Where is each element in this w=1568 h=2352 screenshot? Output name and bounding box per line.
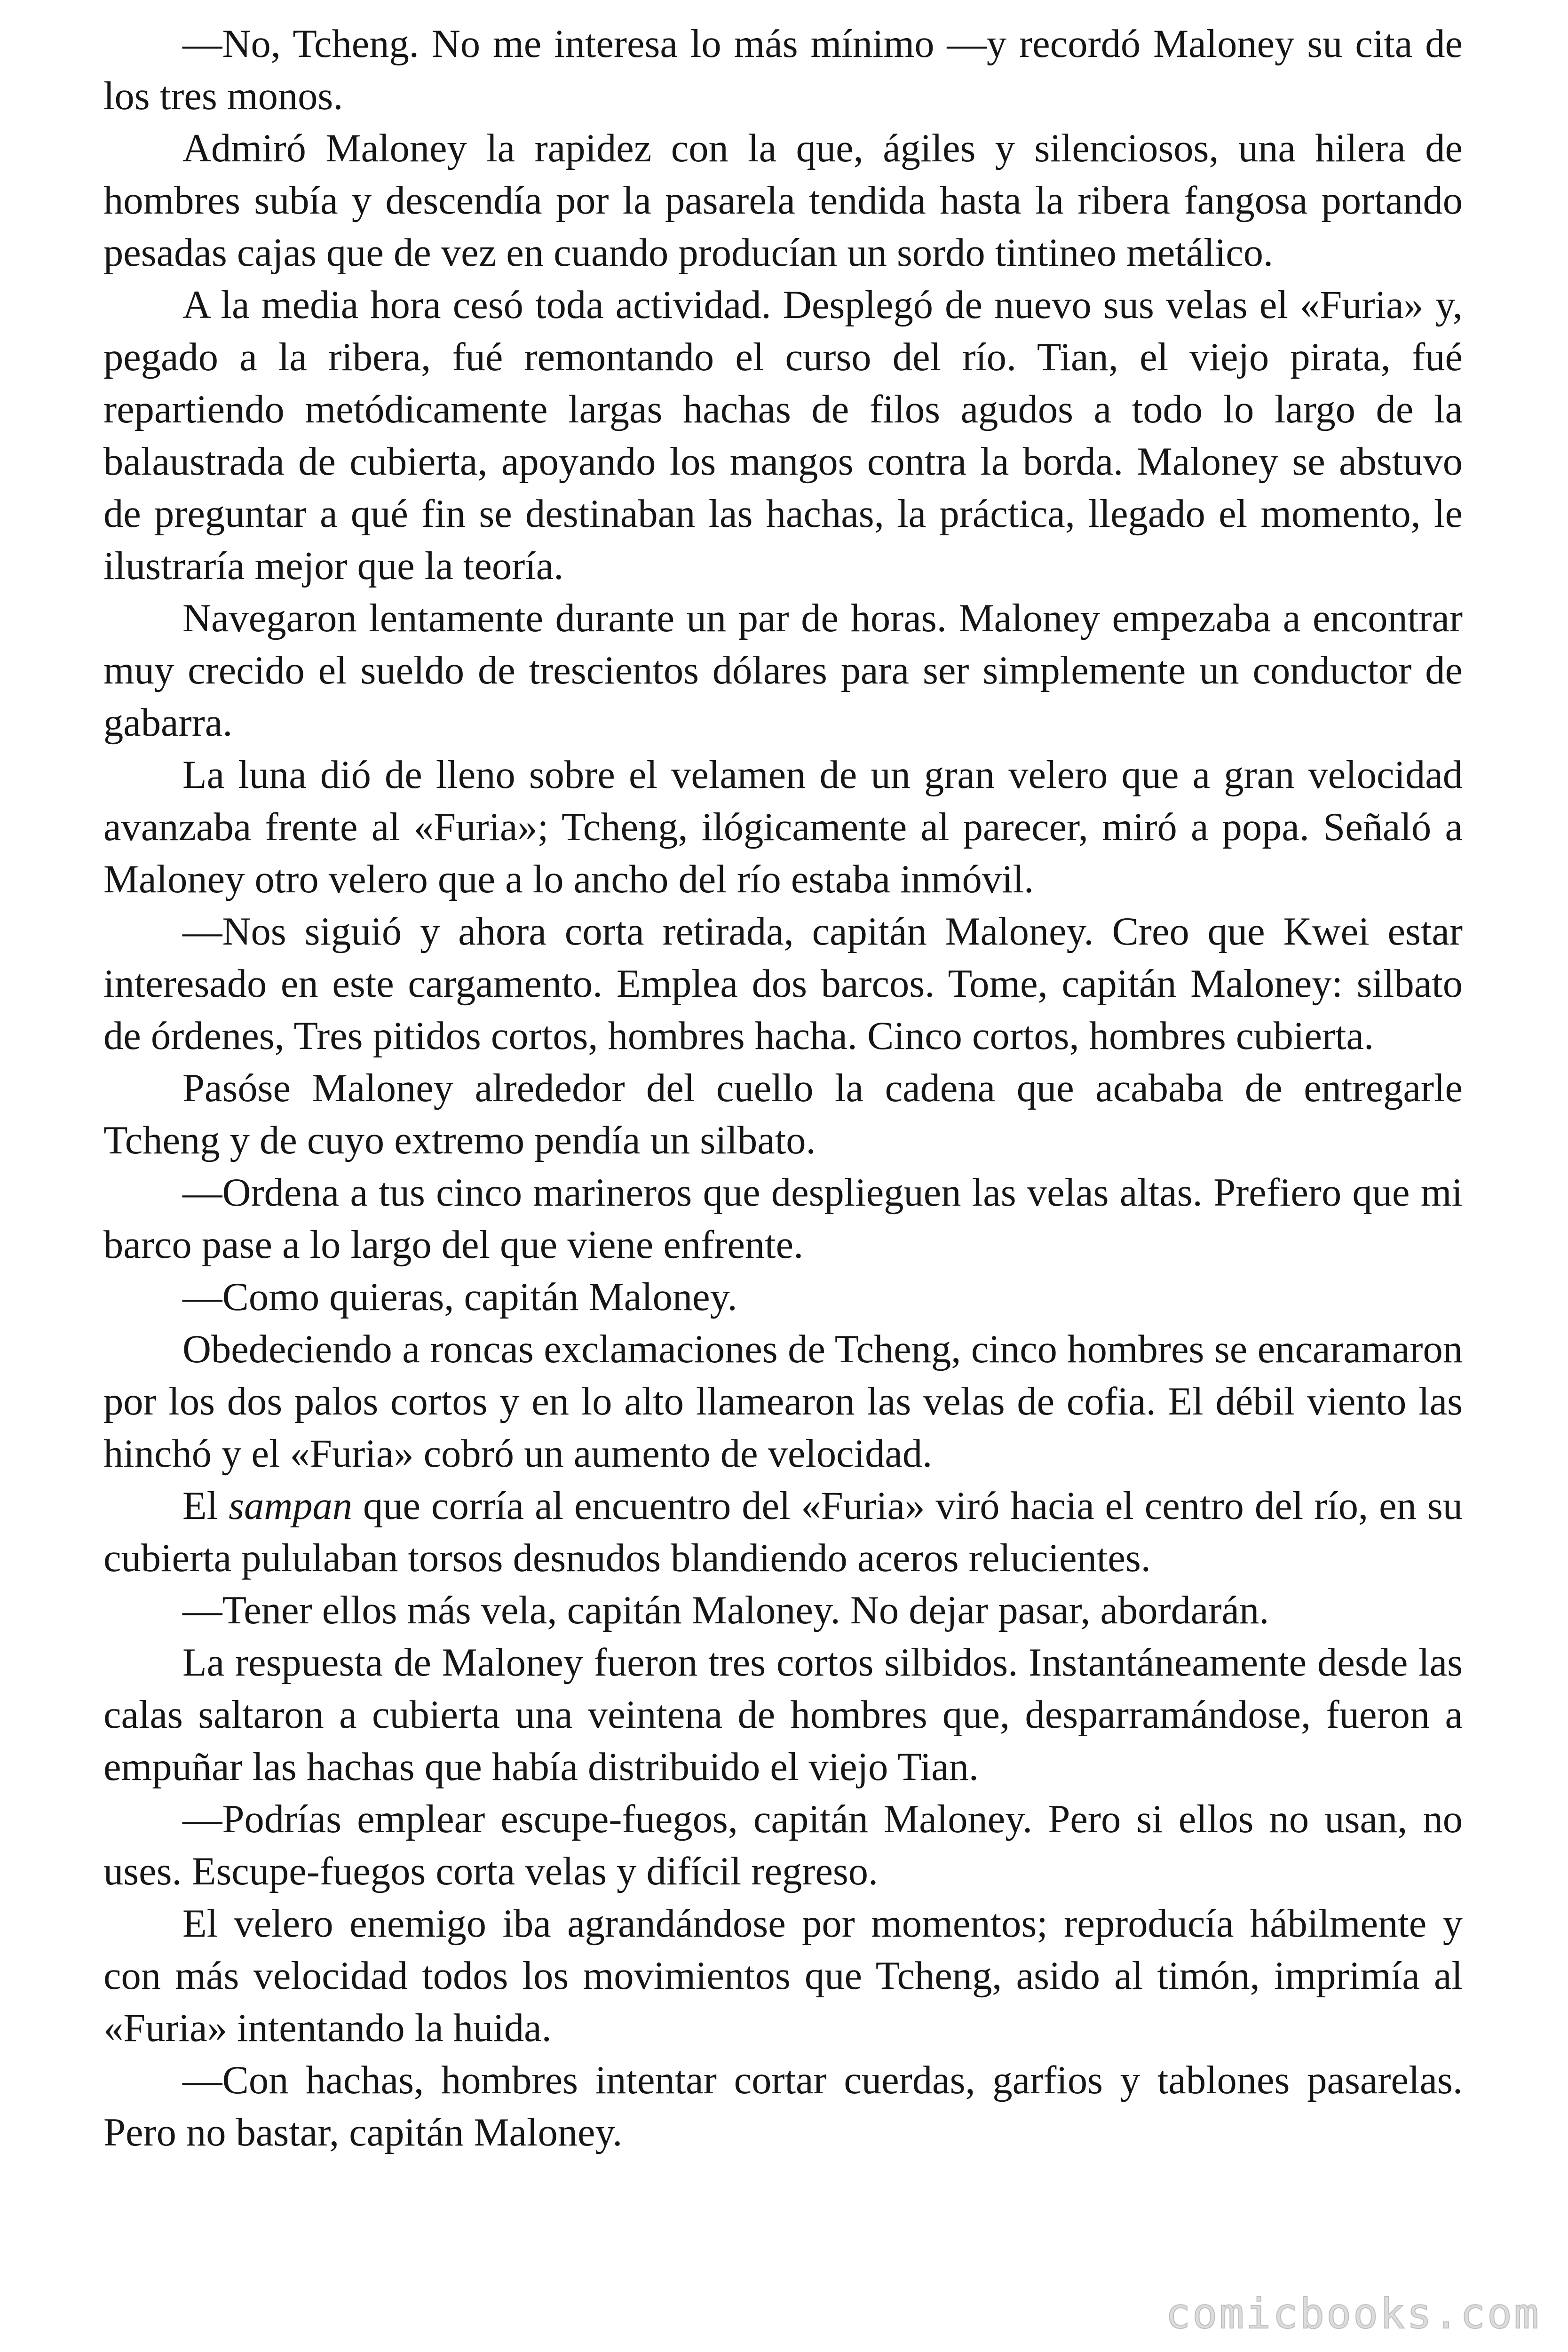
paragraph: La luna dió de lleno sobre el velamen de un gran velero que a gran velocidad avanzaba frente al «Furia»; Tcheng, ilógicamente al parecer, miró a popa. Señaló a Maloney otro velero que a lo ancho del río estaba inmóvil. xyxy=(103,753,1463,901)
paragraph: —Como quieras, capitán Maloney. xyxy=(182,1275,737,1319)
paragraph: —Nos siguió y ahora corta retirada, capitán Maloney. Creo que Kwei estar interesado en este cargamento. Emplea dos barcos. Tome, capitán Maloney: silbato de órdenes, Tres pitidos cortos, hombres hacha. Cinco cortos, hombres cubierta. xyxy=(103,910,1463,1058)
watermark: comicbooks.com xyxy=(1165,2289,1541,2338)
paragraph: —Con hachas, hombres intentar cortar cuerdas, garfios y tablones pasarelas. Pero no bastar, capitán Maloney. xyxy=(103,2058,1463,2154)
paragraph-sampan xyxy=(103,1480,1463,1584)
paragraph: Pasóse Maloney alrededor del cuello la cadena que acababa de entregarle Tcheng y de cuyo extremo pendía un silbato. xyxy=(103,1066,1463,1162)
paragraph: El velero enemigo iba agrandándose por momentos; reproducía hábilmente y con más velocidad todos los movimientos que Tcheng, asido al timón, imprimía al «Furia» intentando la huida. xyxy=(103,1902,1463,2050)
paragraph: Obedeciendo a roncas exclamaciones de Tcheng, cinco hombres se encaramaron por los dos palos cortos y en lo alto llamearon las velas de cofia. El débil viento las hinchó y el «Furia» cobró un aumento de velocidad. xyxy=(103,1327,1463,1476)
paragraph: La respuesta de Maloney fueron tres cortos silbidos. Instantáneamente desde las calas saltaron a cubierta una veintena de hombres que, desparramándose, fueron a empuñar las hachas que había distribuido el viejo Tian. xyxy=(103,1641,1463,1789)
paragraph: —Podrías emplear escupe-fuegos, capitán Maloney. Pero si ellos no usan, no uses. Escupe-fuegos corta velas y difícil regreso. xyxy=(103,1797,1463,1893)
paragraph-sampan-lead: El xyxy=(182,1484,229,1528)
paragraph: A la media hora cesó toda actividad. Desplegó de nuevo sus velas el «Furia» y, pegado a la ribera, fué remontando el curso del río. Tian, el viejo pirata, fué repartiendo metódicamente largas hachas de filos agudos a todo lo largo de la balaustrada de cubierta, apoyando los mangos contra la borda. Maloney se abstuvo de preguntar a qué fin se destinaban las hachas, la práctica, llegado el momento, le ilustraría mejor que la teoría. xyxy=(103,283,1463,588)
paragraph: —Tener ellos más vela, capitán Maloney. No dejar pasar, abordarán. xyxy=(182,1589,1269,1632)
paragraph: —No, Tcheng. No me interesa lo más mínimo —y recordó Maloney su cita de los tres monos. xyxy=(103,22,1463,118)
paragraph-sampan-rest: que corría al encuentro del «Furia» viró hacia el centro del río, en su cubierta pululaban torsos desnudos blandiendo aceros relucientes. xyxy=(103,1484,1463,1580)
paragraph: Admiró Maloney la rapidez con la que, ágiles y silenciosos, una hilera de hombres subía y descendía por la pasarela tendida hasta la ribera fangosa portando pesadas cajas que de vez en cuando producían un sordo tintineo metálico. xyxy=(103,127,1463,275)
page-body xyxy=(103,18,1463,2313)
paragraph: Navegaron lentamente durante un par de horas. Maloney empezaba a encontrar muy crecido el sueldo de trescientos dólares para ser simplemente un conductor de gabarra. xyxy=(103,596,1463,745)
italic-word-sampan: sampan xyxy=(229,1484,353,1528)
paragraph: —Ordena a tus cinco marineros que desplieguen las velas altas. Prefiero que mi barco pase a lo largo del que viene enfrente. xyxy=(103,1171,1463,1267)
